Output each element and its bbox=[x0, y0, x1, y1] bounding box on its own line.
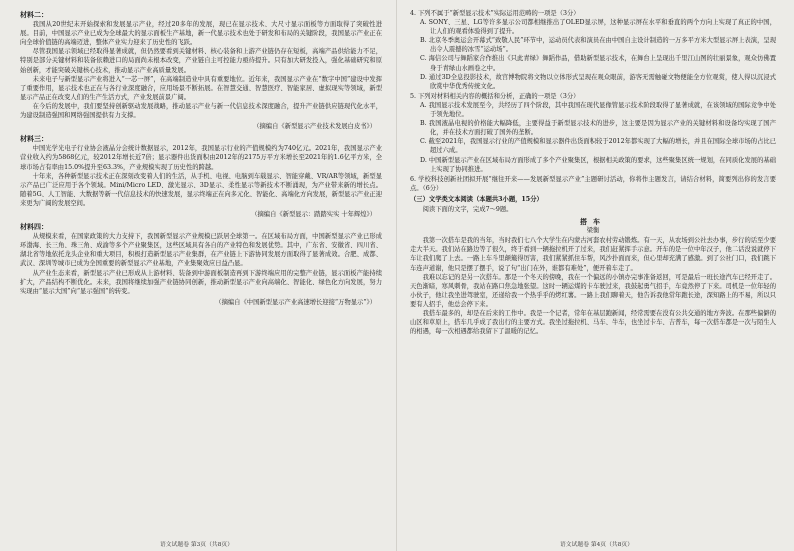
material-3-source: （摘编自《新型显示：踏踏实实 十年辉煌》） bbox=[251, 210, 376, 218]
material-2-paragraph: 尽管我国显示领域已经取得显著成就，但仍然要看到关键材料、核心装备和上游产业链仍存在短板，高端产品供给能力不足，特别是部分关键材料和装备依赖进口的局面尚未根本改变，产业链自主可控能力亟待提升。只有加大研发投入，强化基础研究和原始创新，才能突破关键核心技术，推动显示产业高质量发展。 bbox=[20, 48, 382, 74]
story-paragraph: 我第一次搭车是我的当年，当时我们七八个大学生在内蒙古河套农村劳动锻炼。有一天，从农场到公社去办事，步行的话至少要走大半天。我们站在路边等了很久，终于看到一辆拖拉机开了过来，我们赶紧挥手示意。开车的是一位中年汉子，他二话没说就停下车让我们爬了上去。一路上车斗里颠簸得厉害，我们紧紧抓住车帮，风沙扑面而来，但心里却充满了感激。到了公社门口，我们跳下车连声道谢，他只是摆了摆手，说了句“出门在外，谁都有难处”，便开着车走了。 bbox=[410, 237, 776, 272]
question-4-option-a: A. SONY、三星、LG等许多显示公司都相继推出了OLED显示屏，这种显示屏在水平和垂直的两个方向上实现了真正的中国，让人们的观看体验得到了提升。 bbox=[420, 19, 776, 36]
material-4-heading: 材料四： bbox=[20, 222, 48, 232]
material-4-paragraph: 从规模来看，在国家政策的大力支持下，我国新型显示产业规模已跃居全球第一。在区域布局方面，中国新型显示产业已形成环渤海、长三角、珠三角、成渝等多个产业聚集区，这些区域具有各自的产业特色和发展优势。其中，广东省、安徽省、四川省、湖北省等地依托龙头企业和重大项目，积极打造新型显示产业集群，在产业链上下游协同发展方面取得了显著成效。合肥、成都、武汉、深圳等城市已成为全国重要的新型显示产业基地，产业集聚效应日益凸显。 bbox=[20, 233, 382, 268]
page-footer-right: 语文试题卷 第4页（共8页） bbox=[560, 542, 633, 548]
page-footer-left: 语文试题卷 第3页（共8页） bbox=[160, 542, 233, 548]
section-3-heading: （三）文学类文本阅读（本题共3小题，15分） bbox=[410, 195, 543, 203]
question-6: 6. 学校科技创新社团拟开展“继往开来——发展新型显示产业”主题研讨活动，你将作主题发言，请结合材料，简要列出你的发言要点。（6分） bbox=[410, 175, 776, 192]
story-author: 梁衡 bbox=[586, 227, 600, 235]
material-2-paragraph: 在今后的发展中，我们要坚持创新驱动发展战略，推动显示产业与新一代信息技术深度融合，提升产业链供应链现代化水平，为建设制造强国和网络强国提供有力支撑。 bbox=[20, 102, 382, 120]
story-paragraph: 我难以忘记的是另一次搭车。那是一个冬天的傍晚，我在一个偏远的小镇办完事准备返回，可是最后一班长途汽车已经开走了。天色渐暗，寒风刺骨，我站在路口焦急地张望。这时一辆运煤的卡车驶过来，我鼓起勇气招手，车竟然停了下来。司机是一位年轻的小伙子，他让我坐进驾驶室，还递给我一个热乎乎的烤红薯。一路上我们聊着天，他告诉我他常年跑长途，深知路上的不易，所以只要有人招手，他总会停下来。 bbox=[410, 273, 776, 308]
page-divider bbox=[396, 0, 397, 551]
material-2-source: （摘编自《新型显示产业技术发展白皮书》） bbox=[253, 123, 376, 131]
question-4-option-c: C. 海信公司与舞蹈家合作推出《只此青绿》舞蹈作品，借助新型显示技术，在舞台上呈现出千里江山图的壮丽景象，观众仿佛置身于青绿山水画卷之中。 bbox=[420, 55, 776, 72]
question-5-option-a: A. 我国显示技术发展至今，共经历了四个阶段，其中我国在现代显像管显示技术阶段取得了显著成就，在该领域的国际竞争中处于领先地位。 bbox=[420, 101, 776, 119]
story-paragraph: 我搭车最多的，却是在后来的工作中。我是一个记者，常年在基层跑新闻，经常需要在没有公共交通的地方奔波。在那些偏僻的山区和草原上，搭车几乎成了我出行的主要方式。我坐过拖拉机、马车、牛车，也坐过卡车、吉普车，每一次搭车都是一次与陌生人的相遇，每一次相遇都给我留下了温暖的记忆。 bbox=[410, 310, 776, 336]
material-3-heading: 材料三： bbox=[20, 134, 48, 144]
story-title: 搭车 bbox=[580, 217, 606, 227]
question-5: 5. 下列对材料相关内容的概括和分析，正确的一项是（3分） bbox=[410, 92, 580, 100]
right-page bbox=[410, 8, 776, 536]
question-5-option-c: C. 截至2021年，我国显示行业的产值规模和显示器件出货面积较于2012年都实现了大幅的增长，并且在国际全球市场的占比已超过六成。 bbox=[420, 138, 776, 155]
left-page bbox=[20, 8, 382, 536]
reading-instruction: 阅读下面的文字，完成7～9题。 bbox=[422, 205, 513, 213]
material-4-source: （摘编自《中国新型显示产业高速增长迎接“万物显示”》） bbox=[215, 298, 376, 306]
material-3-paragraph: 中国光学光电子行业协会液晶分会统计数据显示，2012年，我国显示行业的产值规模约为740亿元。2021年，我国显示产业营业收入约为5868亿元，较2012年增长近7倍；显示器件出货面积由2012年的2175万平方米增长至2021年的1.6亿平方米，全球市场占有率由15.0%提升至63.3%，产业规模实现了历史性的跨越。 bbox=[20, 145, 382, 171]
question-4-option-d: D. 通过3D全息投影技术，故宫博物院将文物以立体形式呈现在观众眼前，游客无需触碰文物便能全方位观赏，使人得以沉浸式欣赏中华优秀传统文化。 bbox=[420, 73, 776, 90]
material-4-paragraph: 从产业生态来看，新型显示产业已形成从上游材料、装备到中游面板制造再到下游终端应用的完整产业链，显示面板产能持续扩大，产品结构不断优化。未来，我国将继续加强产业链协同创新，推动新型显示产业向高端化、智能化、绿色化方向发展，努力实现由“显示大国”向“显示强国”的转变。 bbox=[20, 269, 382, 295]
material-3-paragraph: 十年来，各种新型显示技术正在深刻改变着人们的生活，从手机、电视、电脑到车载显示、智能穿戴、VR/AR等领域，新型显示产品已广泛应用于各个领域。Mini/Micro LED、激光显示、3D显示、柔性显示等新技术不断涌现，为产业带来新的增长点。随着5G、人工智能、大数据等新一代信息技术的快速发展，显示终端正在向多元化、智能化、高端化方向发展，新型显示产业正迎来更为广阔的发展空间。 bbox=[20, 172, 382, 207]
question-4: 4. 下列不属于“新型显示技术”实际运用范畴的一项是（3分） bbox=[410, 10, 580, 17]
material-2-paragraph: 未来电子与新型显示产业将进入“一芯一屏”，在高端制造业中具有重要地位。近年来，我国显示产业在“数字中国”建设中发挥了重要作用，显示技术也正在与各行业深度融合，应用场景不断拓展。在智慧交通、智慧医疗、智能家居、虚拟现实等领域，新型显示产品正在改变人们的生产生活方式，产业发展前景广阔。 bbox=[20, 75, 382, 101]
material-2-heading: 材料二： bbox=[20, 10, 48, 19]
question-4-option-b: B. 北京冬季奥运会开幕式“致敬人民”环节中，运动员代表和演员在由中国自主设计制造的一万多平方米大型显示屏上表演，呈现出令人震撼的冰雪“运动场”。 bbox=[420, 37, 776, 54]
question-5-option-b: B. 我国液晶电视的价格能大幅降低，主要得益于新型显示技术的进步，这主要是因为显示产业的关键材料和设备均实现了国产化，并在技术方面打破了国外的垄断。 bbox=[420, 120, 776, 137]
material-2-paragraph: 我国从20世纪末开始探索和发展显示产业，经过20多年的发展，现已在显示技术、大尺寸显示面板等方面取得了突破性进展。目前，中国显示产业已成为全球最大的显示面板生产基地，新一代显示技术也处于研发和布局的关键阶段，我国显示产业正在向全球价值链的高端迈进，整体产业实力迎来了历史性的飞跃。 bbox=[20, 21, 382, 47]
question-5-option-d: D. 中国新型显示产业在区域布局方面形成了多个产业聚集区，根据相关政策的要求，这些聚集区统一规划，在同质化发展的基础上实现了协同推进。 bbox=[420, 156, 776, 173]
